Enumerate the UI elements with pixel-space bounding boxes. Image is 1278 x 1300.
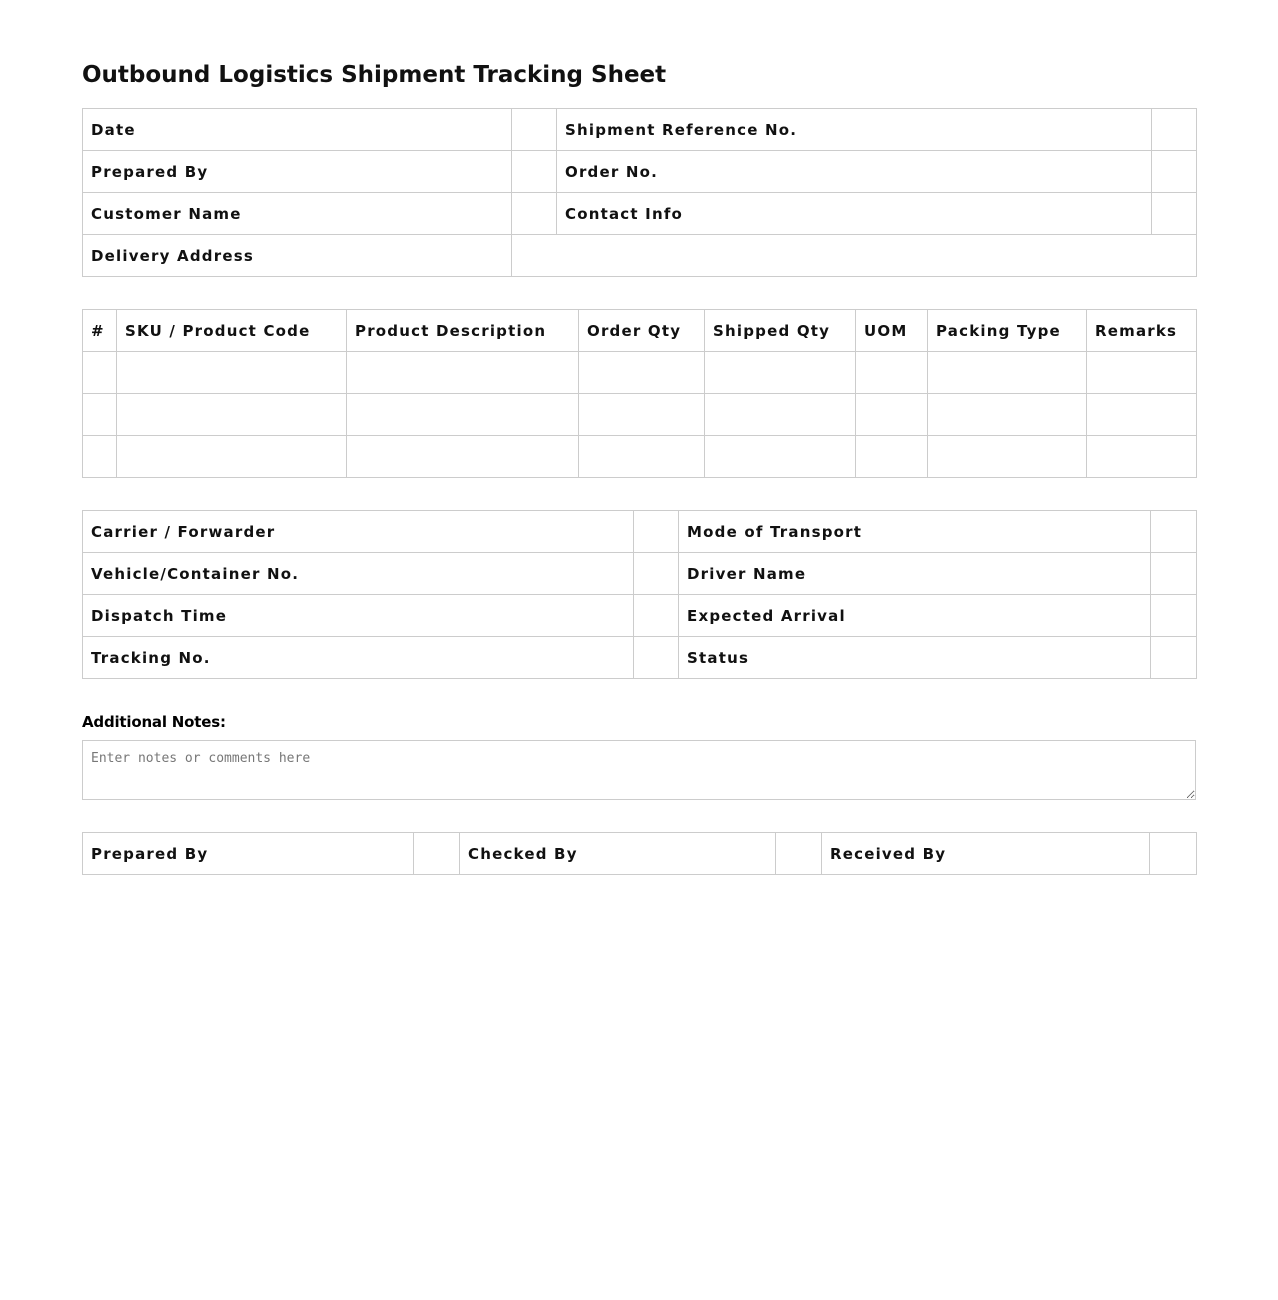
tracking-no-label: Tracking No. — [83, 637, 634, 679]
info-row — [83, 151, 1197, 193]
cell-shipped-qty[interactable] — [705, 394, 856, 436]
signatures-table — [82, 832, 1197, 875]
tracking-no-value-cell[interactable] — [634, 637, 679, 679]
cell-order-qty[interactable] — [579, 436, 705, 478]
date-label: Date — [83, 109, 512, 151]
driver-name-value-cell[interactable] — [1151, 553, 1197, 595]
table-row — [83, 436, 1197, 478]
cell-packing-type[interactable] — [928, 394, 1087, 436]
received-by-signature-cell[interactable] — [1150, 833, 1197, 875]
cell-shipped-qty[interactable] — [705, 352, 856, 394]
items-table — [82, 309, 1197, 478]
info-row — [83, 109, 1197, 151]
column-header-order-qty: Order Qty — [579, 310, 705, 352]
cell-uom[interactable] — [856, 394, 928, 436]
cell-description[interactable] — [347, 436, 579, 478]
dispatch-time-label: Dispatch Time — [83, 595, 634, 637]
carrier-label: Carrier / Forwarder — [83, 511, 634, 553]
signatures-row — [83, 833, 1197, 875]
table-row — [83, 394, 1197, 436]
cell-packing-type[interactable] — [928, 352, 1087, 394]
prepared-by-value-cell[interactable] — [512, 151, 557, 193]
mode-of-transport-label: Mode of Transport — [679, 511, 1151, 553]
page-title: Outbound Logistics Shipment Tracking Sheet — [82, 62, 667, 88]
contact-info-label: Contact Info — [557, 193, 1152, 235]
status-label: Status — [679, 637, 1151, 679]
mode-of-transport-value-cell[interactable] — [1151, 511, 1197, 553]
delivery-address-value-cell[interactable] — [512, 235, 1197, 277]
column-header-packing-type: Packing Type — [928, 310, 1087, 352]
prepared-by-label: Prepared By — [83, 151, 512, 193]
cell-remarks[interactable] — [1087, 394, 1197, 436]
shipment-reference-label: Shipment Reference No. — [557, 109, 1152, 151]
cell-number[interactable] — [83, 436, 117, 478]
cell-uom[interactable] — [856, 436, 928, 478]
checked-by-signature-label: Checked By — [460, 833, 776, 875]
vehicle-container-label: Vehicle/Container No. — [83, 553, 634, 595]
transport-row — [83, 637, 1197, 679]
column-header-number: # — [83, 310, 117, 352]
cell-remarks[interactable] — [1087, 352, 1197, 394]
column-header-sku: SKU / Product Code — [117, 310, 347, 352]
cell-sku[interactable] — [117, 436, 347, 478]
received-by-signature-label: Received By — [822, 833, 1150, 875]
cell-description[interactable] — [347, 352, 579, 394]
shipment-reference-value-cell[interactable] — [1152, 109, 1197, 151]
cell-order-qty[interactable] — [579, 352, 705, 394]
info-row — [83, 235, 1197, 277]
table-row — [83, 352, 1197, 394]
column-header-remarks: Remarks — [1087, 310, 1197, 352]
info-row — [83, 193, 1197, 235]
column-header-uom: UOM — [856, 310, 928, 352]
transport-row — [83, 553, 1197, 595]
date-value-cell[interactable] — [512, 109, 557, 151]
expected-arrival-label: Expected Arrival — [679, 595, 1151, 637]
prepared-by-signature-cell[interactable] — [414, 833, 460, 875]
items-header-row — [83, 310, 1197, 352]
shipment-info-table — [82, 108, 1197, 277]
column-header-description: Product Description — [347, 310, 579, 352]
cell-shipped-qty[interactable] — [705, 436, 856, 478]
cell-order-qty[interactable] — [579, 394, 705, 436]
expected-arrival-value-cell[interactable] — [1151, 595, 1197, 637]
notes-textarea[interactable] — [82, 740, 1196, 800]
transport-row — [83, 511, 1197, 553]
delivery-address-label: Delivery Address — [83, 235, 512, 277]
cell-number[interactable] — [83, 352, 117, 394]
vehicle-container-value-cell[interactable] — [634, 553, 679, 595]
status-value-cell[interactable] — [1151, 637, 1197, 679]
order-no-value-cell[interactable] — [1152, 151, 1197, 193]
carrier-value-cell[interactable] — [634, 511, 679, 553]
cell-sku[interactable] — [117, 394, 347, 436]
cell-remarks[interactable] — [1087, 436, 1197, 478]
cell-sku[interactable] — [117, 352, 347, 394]
transport-row — [83, 595, 1197, 637]
contact-info-value-cell[interactable] — [1152, 193, 1197, 235]
customer-name-value-cell[interactable] — [512, 193, 557, 235]
cell-description[interactable] — [347, 394, 579, 436]
order-no-label: Order No. — [557, 151, 1152, 193]
checked-by-signature-cell[interactable] — [776, 833, 822, 875]
customer-name-label: Customer Name — [83, 193, 512, 235]
dispatch-time-value-cell[interactable] — [634, 595, 679, 637]
prepared-by-signature-label: Prepared By — [83, 833, 414, 875]
cell-uom[interactable] — [856, 352, 928, 394]
driver-name-label: Driver Name — [679, 553, 1151, 595]
transport-table — [82, 510, 1197, 679]
cell-number[interactable] — [83, 394, 117, 436]
cell-packing-type[interactable] — [928, 436, 1087, 478]
column-header-shipped-qty: Shipped Qty — [705, 310, 856, 352]
notes-label: Additional Notes: — [82, 713, 226, 731]
